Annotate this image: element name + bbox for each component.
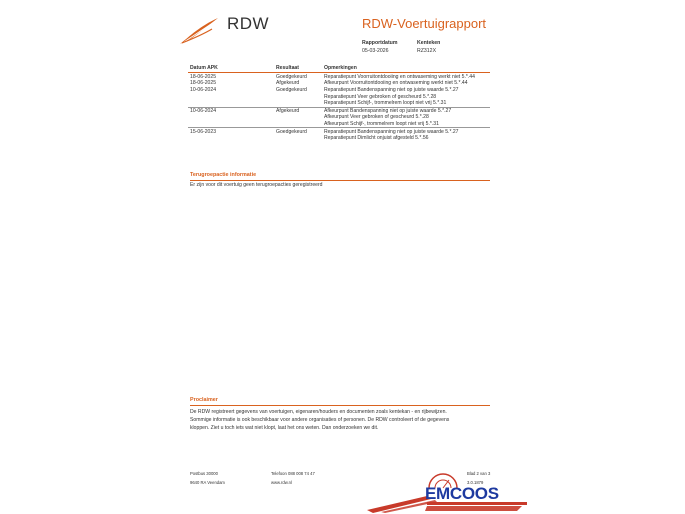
cell-result: Goedgekeurd	[276, 87, 307, 94]
disclaimer-section-title: Proclaimer	[190, 397, 218, 403]
footer-web: www.rdw.nl	[271, 479, 292, 485]
cell-remark: Reparatiepunt Schijf-, trommelrem loopt niet vrij 5.*.31	[324, 100, 447, 107]
footer-version: 3.0.1879	[467, 479, 484, 485]
cell-remark: Afkeurpunt Veer gebroken of gescheurd 5.*.28	[324, 114, 429, 121]
cell-date: 10-06-2024	[188, 107, 274, 114]
cell-remark: Afkeurpunt Bandenspanning niet op juiste waarde 5.*.27	[322, 107, 490, 114]
column-header-remarks: Opmerkingen	[322, 65, 490, 73]
disclaimer-text	[190, 408, 490, 433]
footer-page-number: Blad 2 van 3	[467, 471, 491, 476]
column-header-date: Datum APK	[188, 65, 274, 73]
cell-date: 18-06-2025	[190, 80, 217, 87]
disclaimer-line: kloppen. Ziet u toch iets wat niet klopt, laat het ons weten. Dan onderzoeken we dit.	[190, 425, 379, 432]
plate-block	[417, 40, 440, 54]
plate-label: Kenteken	[417, 40, 441, 46]
disclaimer-divider	[190, 405, 490, 406]
table-row	[188, 107, 490, 114]
plate-value: RZ312X	[417, 48, 437, 54]
footer-phone: Telefoon 088 008 74 47	[271, 471, 315, 476]
cell-remark: Reparatiepunt Veer gebroken of gescheurd 5.*.28	[324, 93, 437, 100]
cell-result: Goedgekeurd	[276, 73, 307, 80]
report-date-value: 05-03-2026	[362, 48, 389, 54]
cell-remark: Reparatiepunt Bandenspanning niet op juiste waarde 5.*.27	[322, 128, 490, 135]
report-date-block	[362, 40, 397, 54]
apk-history-table	[188, 65, 490, 142]
column-header-result: Resultaat	[274, 65, 322, 73]
logo-text: RDW	[227, 14, 270, 33]
report-title: RDW-Voertuigrapport	[362, 16, 487, 31]
cell-remark: Afkeurpunt Schijf-, trommelrem loopt niet vrij 5.*.31	[324, 120, 439, 127]
footer-address-line2: 9640 RA Veendam	[190, 479, 225, 485]
table-row	[188, 135, 490, 141]
table-header-row	[188, 65, 490, 73]
table-row	[188, 73, 490, 80]
cell-result: Afgekeurd	[276, 80, 300, 87]
cell-remark: Reparatiepunt Dimlicht onjuist afgesteld 5.*.56	[324, 135, 429, 142]
table-row	[188, 100, 490, 107]
cell-result: Afgekeurd	[274, 107, 322, 114]
cell-remark: Reparatiepunt Bandenspanning niet op juiste waarde 5.*.27	[324, 87, 459, 94]
cell-date: 15-06-2023	[188, 128, 274, 135]
table-row	[188, 128, 490, 135]
disclaimer-line: De RDW registreert gegevens van voertuigen, eigenaren/houders en documenten zoals kentekan - en rijbewijzen.	[190, 409, 447, 415]
table-row	[188, 121, 490, 128]
rdw-logo-icon	[178, 16, 220, 46]
footer-address-line1: Postbus 30000	[190, 471, 218, 476]
table-row	[188, 87, 490, 94]
disclaimer-line: Sommige informatie is ook beschikbaar voor andere organisaties of personen. De RDW controleert of de gegevens	[190, 417, 450, 424]
emcoos-watermark-text: EMCOOS	[425, 484, 499, 503]
recall-text: Er zijn voor dit voertuig geen terugroepacties geregistreerd	[190, 182, 323, 188]
recall-section-title: Terugroepactie informatie	[190, 172, 257, 178]
report-date-label: Rapportdatum	[362, 40, 398, 46]
table-row	[188, 80, 490, 87]
cell-remark: Reparatiepunt Voorruitontdooiing en ontwaseming werkt niet 5.*.44	[324, 73, 475, 80]
cell-result: Goedgekeurd	[274, 128, 322, 135]
cell-date: 10-06-2024	[190, 87, 217, 94]
cell-remark: Afkeurpunt Voorruitontdooiing en ontwaseming werkt niet 5.*.44	[324, 80, 468, 87]
footer-contact	[271, 470, 315, 487]
cell-date: 18-06-2025	[190, 73, 217, 80]
footer-address	[190, 470, 225, 487]
